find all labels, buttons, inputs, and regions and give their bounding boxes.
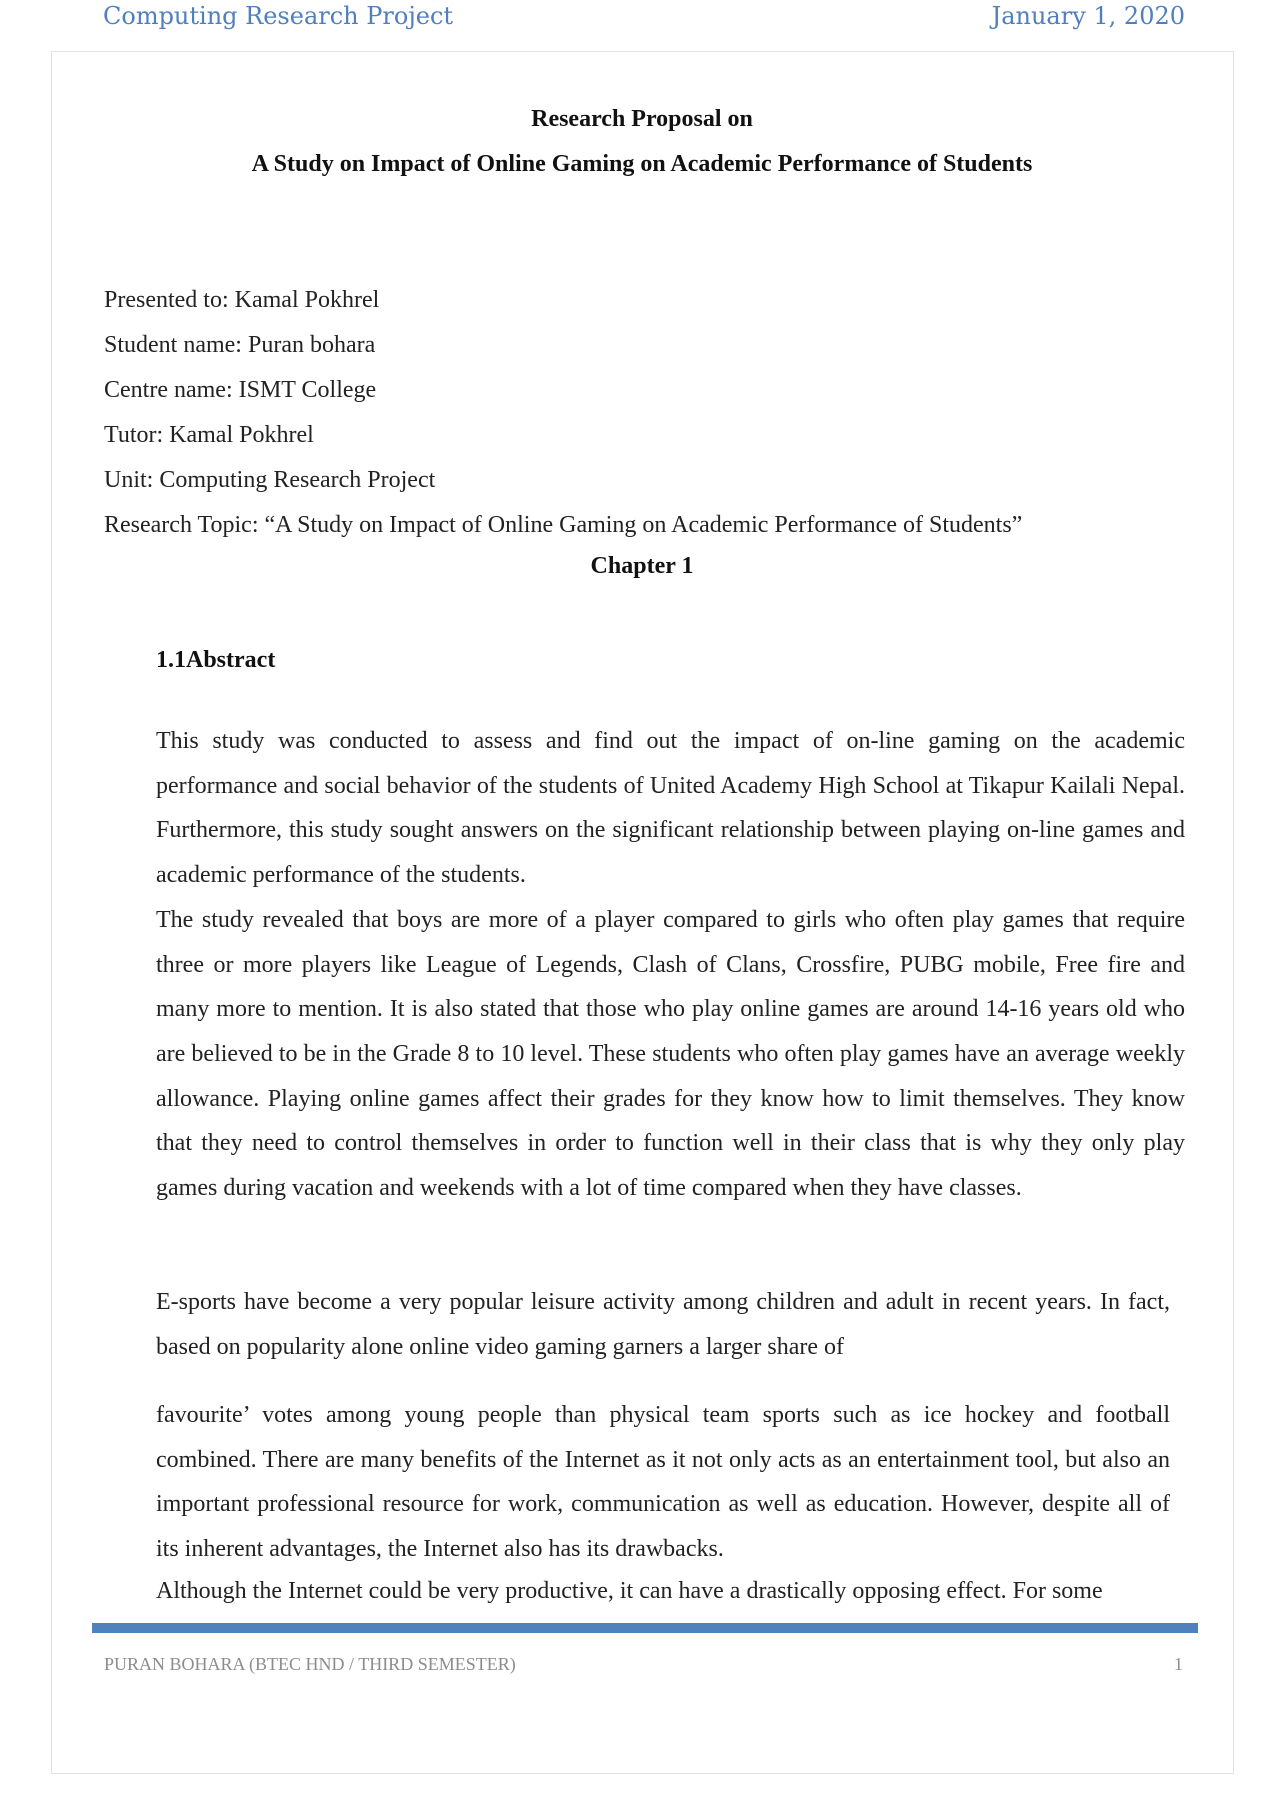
paragraph: E-sports have become a very popular leisure activity among children and adult in recent years. In fact, based on popularity alone online video gaming garners a larger share of — [156, 1289, 1170, 1360]
chapter-heading: Chapter 1 — [590, 553, 694, 579]
paragraph: The study revealed that boys are more of a player compared to girls who often play games that require three or more players like League of Legends, Clash of Clans, Crossfire, PUBG mobile, Free fire and many more to mention. It is also stated that those who play online games are around 14-16 years old who are believed to be in the Grade 8 to 10 level. These students who often play games have an average weekly allowance. Playing online games affect their grades for they know how to limit themselves. They know that they need to control themselves in order to function well in their class that is why they only play games during vacation and weekends with a lot of time compared when they have classes. — [156, 906, 1185, 1202]
footer-divider — [92, 1623, 1198, 1633]
meta-student-name: Student name: Puran bohara — [104, 332, 376, 358]
meta-unit: Unit: Computing Research Project — [104, 467, 436, 493]
proposal-metadata — [104, 282, 1022, 552]
page-number: 1 — [1174, 1654, 1183, 1674]
proposal-title-line2: A Study on Impact of Online Gaming on Academic Performance of Students — [251, 151, 1033, 177]
section-heading-abstract: 1.1Abstract — [156, 647, 276, 673]
meta-tutor: Tutor: Kamal Pokhrel — [104, 422, 314, 448]
paragraph: favourite’ votes among young people than physical team sports such as ice hockey and football combined. There are many benefits of the Internet as it not only acts as an entertainment tool, but also an important professional resource for work, communication as well as education. However, despite all of its inherent advantages, the Internet also has its drawbacks. — [156, 1402, 1170, 1563]
meta-research-topic: Research Topic: “A Study on Impact of Online Gaming on Academic Performance of Students” — [104, 512, 1023, 538]
footer-author: PURAN BOHARA (BTEC HND / THIRD SEMESTER) — [104, 1654, 516, 1674]
proposal-title-line1: Research Proposal on — [531, 106, 753, 132]
paragraph: This study was conducted to assess and find out the impact of on-line gaming on the academic performance and social behavior of the students of United Academy High School at Tikapur Kailali Nepal. Furthermore, this study sought answers on the significant relationship between playing on-line games and academic performance of the students. — [156, 728, 1185, 889]
running-header-title: Computing Research Project — [103, 2, 454, 30]
meta-centre-name: Centre name: ISMT College — [104, 377, 377, 403]
running-header-date: January 1, 2020 — [991, 2, 1185, 30]
meta-presented-to: Presented to: Kamal Pokhrel — [104, 287, 380, 313]
paragraph: Although the Internet could be very productive, it can have a drastically opposing effect. For some — [156, 1578, 1103, 1604]
abstract-body — [156, 719, 1185, 1211]
